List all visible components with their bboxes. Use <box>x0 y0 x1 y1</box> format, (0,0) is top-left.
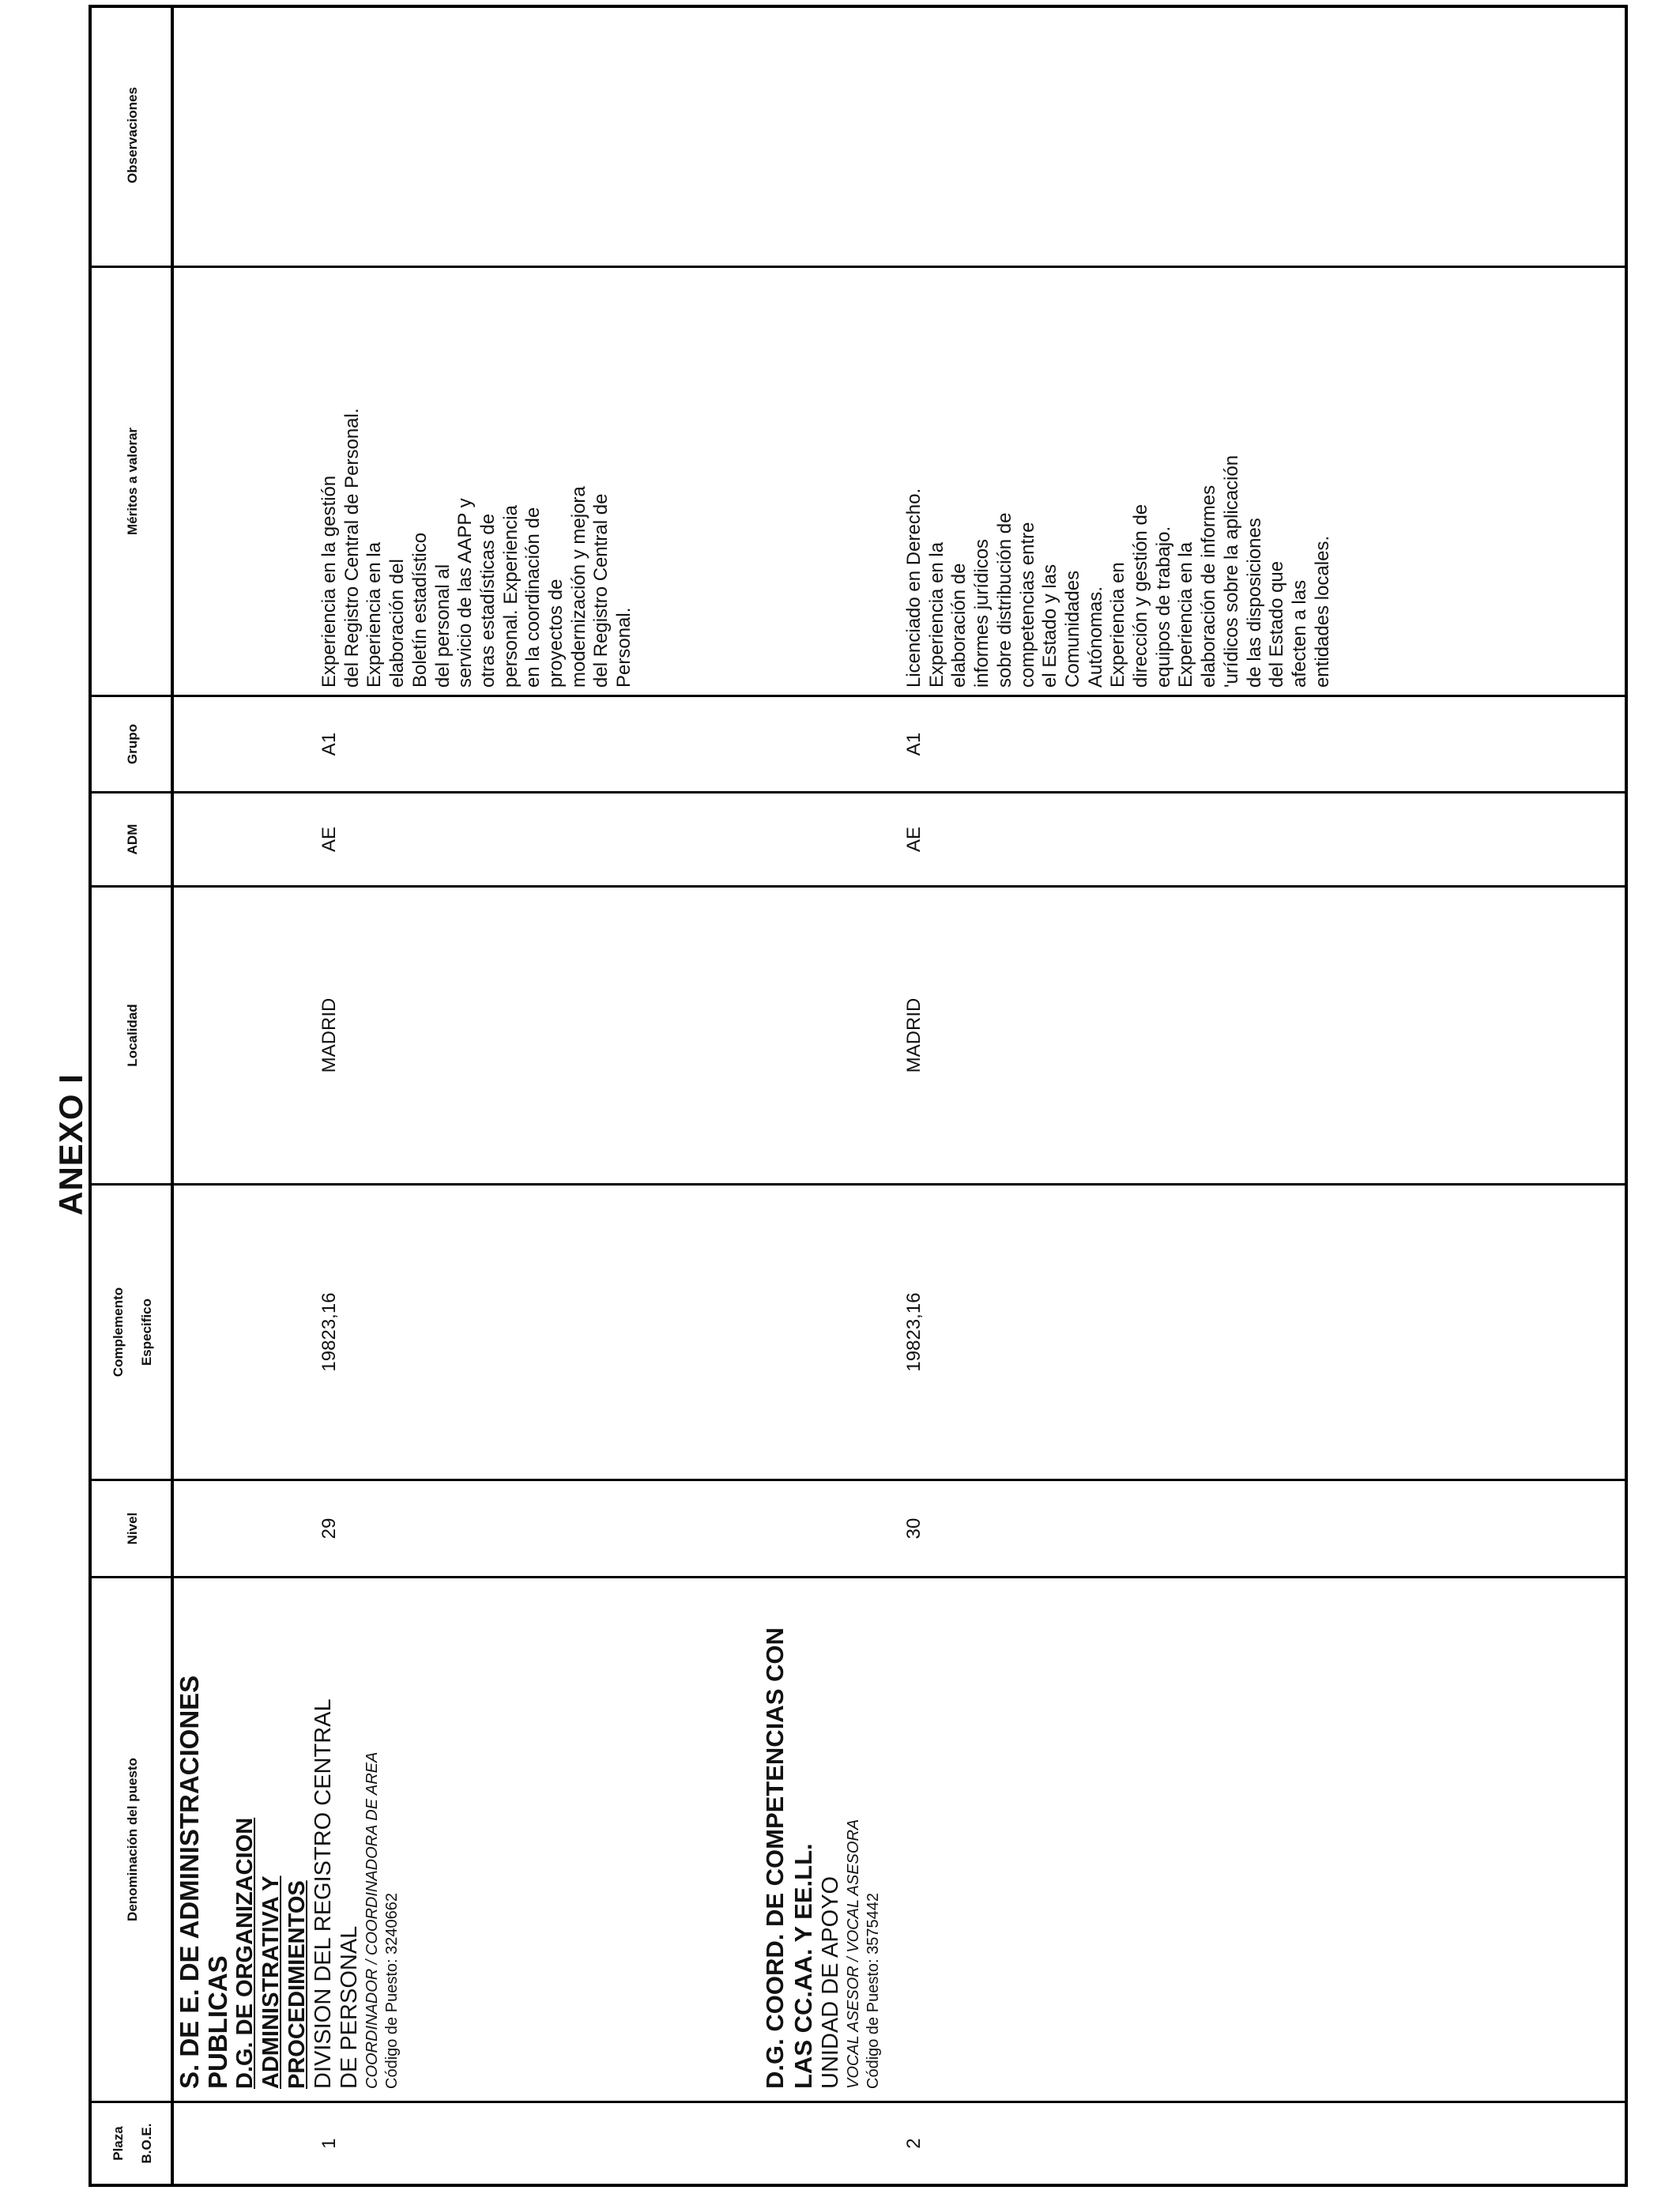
header-divider <box>171 8 174 2184</box>
row1-puesto: COORDINADOR / COORDINADORA DE AREA <box>363 1751 381 2089</box>
row1-complemento: 19823,16 <box>318 1292 340 1372</box>
row1-meritos: Experiencia en la gestión del Registro Central de Personal. Experiencia en la elaboración del Boletín estadístico del personal al servicio de las AAPP y otras estadísticas de personal. Experiencia en la coordinación de proyectos de modernización y mejora del Registro Central de Personal. <box>318 408 635 688</box>
row2-complemento: 19823,16 <box>903 1292 925 1372</box>
row2-unidad: UNIDAD DE APOYO <box>818 1875 843 2089</box>
header-complemento: Complemento Especifico <box>111 1287 154 1378</box>
row1-localidad: MADRID <box>318 997 340 1073</box>
header-grupo: Grupo <box>125 724 140 764</box>
row1-nivel: 29 <box>318 1517 340 1540</box>
row1-denominacion <box>175 1583 402 2089</box>
row2-nivel: 30 <box>903 1517 925 1540</box>
row2-plaza: 2 <box>903 2138 925 2149</box>
row1-codigo: Código de Puesto: 3240662 <box>383 1893 401 2089</box>
row1-unidad-2: DE PERSONAL <box>337 1925 362 2089</box>
positions-table <box>89 5 1628 2187</box>
row1-unidad-1: DIVISION DEL REGISTRO CENTRAL <box>311 1698 336 2089</box>
header-adm: ADM <box>125 824 140 855</box>
header-plaza: Plaza B.O.E. <box>111 2123 154 2164</box>
col-divider <box>92 266 1625 268</box>
row2-codigo: Código de Puesto: 3575442 <box>864 1893 882 2089</box>
row1-adm: AE <box>318 827 340 853</box>
row2-meritos: Licenciado en Derecho. Experiencia en la elaboración de informes jurídicos sobre distribución de competencias entre el Estado y las Comunidades Autónomas. Experiencia en dirección y gestión de equipos de trabajo. Experiencia en la elaboración de informes 'urídicos sobre la aplicación de las disposiciones del Estado que afecten a las entidades locales. <box>903 454 1333 688</box>
header-nivel: Nivel <box>125 1512 140 1545</box>
row2-denominacion <box>761 1583 883 2089</box>
row1-org-sub-2: ADMINISTRATIVA Y <box>258 1875 284 2089</box>
row1-org-sub-3: PROCEDIMIENTOS <box>284 1880 310 2089</box>
header-denominacion: Denominación del puesto <box>125 1758 140 1921</box>
row2-org-title-1: D.G. COORD. DE COMPETENCIAS CON <box>761 1627 789 2089</box>
page-title: ANEXO I <box>52 1073 89 1216</box>
row2-localidad: MADRID <box>903 997 925 1073</box>
header-observaciones: Observaciones <box>125 87 140 183</box>
row1-org-sub-1: D.G. DE ORGANIZACION <box>232 1817 258 2089</box>
col-divider <box>92 1576 1625 1578</box>
header-localidad: Localidad <box>125 1004 140 1067</box>
row2-puesto: VOCAL ASESOR / VOCAL ASESORA <box>845 1819 862 2089</box>
row1-plaza: 1 <box>318 2138 340 2149</box>
row1-grupo: A1 <box>318 732 340 756</box>
row2-org-title-2: LAS CC.AA. Y EE.LL. <box>789 1843 817 2089</box>
row2-grupo: A1 <box>903 732 925 756</box>
row1-org-title: S. DE E. DE ADMINISTRACIONES PUBLICAS <box>175 1675 232 2089</box>
header-meritos: Méritos a valorar <box>125 427 140 536</box>
row2-adm: AE <box>903 827 925 853</box>
